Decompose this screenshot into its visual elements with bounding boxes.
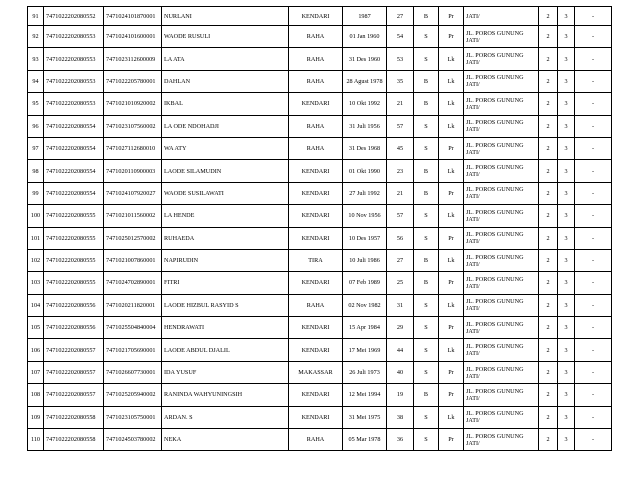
marital-status: S xyxy=(414,115,439,137)
gender: Pr xyxy=(439,227,464,249)
id-number: 7471025504840004 xyxy=(104,317,162,339)
id-number: 7471025205940002 xyxy=(104,384,162,406)
gender: Pr xyxy=(439,7,464,26)
birth-place: KENDARI xyxy=(289,160,343,182)
id-number: 7471020110900003 xyxy=(104,160,162,182)
rw-number: 3 xyxy=(558,93,575,115)
birth-date: 12 Mei 1994 xyxy=(343,384,387,406)
row-number: 105 xyxy=(28,317,44,339)
remarks: - xyxy=(575,339,612,361)
address: JL. POROS GUNUNG JATI/ xyxy=(464,93,539,115)
id-number: 7471024101600001 xyxy=(104,26,162,48)
family-card-number: 7471022202080554 xyxy=(44,182,104,204)
address: JL. POROS GUNUNG JATI/ xyxy=(464,26,539,48)
marital-status: S xyxy=(414,339,439,361)
address: JL. POROS GUNUNG JATI/ xyxy=(464,429,539,451)
person-name: DAHLAN xyxy=(162,70,289,92)
age: 45 xyxy=(387,137,414,159)
birth-date: 17 Mei 1969 xyxy=(343,339,387,361)
table-row xyxy=(28,48,612,70)
family-card-number: 7471022202080553 xyxy=(44,93,104,115)
rt-number: 2 xyxy=(539,70,558,92)
remarks: - xyxy=(575,137,612,159)
rw-number: 3 xyxy=(558,205,575,227)
table-row xyxy=(28,115,612,137)
gender: Lk xyxy=(439,160,464,182)
id-number: 7471024107920027 xyxy=(104,182,162,204)
birth-place: MAKASSAR xyxy=(289,361,343,383)
remarks: - xyxy=(575,249,612,271)
address: JL. POROS GUNUNG JATI/ xyxy=(464,48,539,70)
row-number: 101 xyxy=(28,227,44,249)
marital-status: B xyxy=(414,93,439,115)
address: JL. POROS GUNUNG JATI/ xyxy=(464,384,539,406)
marital-status: S xyxy=(414,205,439,227)
rw-number: 3 xyxy=(558,26,575,48)
rt-number: 2 xyxy=(539,361,558,383)
family-card-number: 7471022202080557 xyxy=(44,384,104,406)
rt-number: 2 xyxy=(539,93,558,115)
id-number: 7471024101870001 xyxy=(104,7,162,26)
person-name: ARDAN. S xyxy=(162,406,289,428)
birth-date: 05 Mar 1978 xyxy=(343,429,387,451)
gender: Lk xyxy=(439,70,464,92)
address: JL. POROS GUNUNG JATI/ xyxy=(464,115,539,137)
rt-number: 2 xyxy=(539,137,558,159)
remarks: - xyxy=(575,406,612,428)
family-card-number: 7471022202080555 xyxy=(44,205,104,227)
birth-place: KENDARI xyxy=(289,317,343,339)
table-row xyxy=(28,205,612,227)
remarks: - xyxy=(575,205,612,227)
marital-status: S xyxy=(414,227,439,249)
birth-place: RAHA xyxy=(289,294,343,316)
person-name: WAODE RUSULI xyxy=(162,26,289,48)
birth-date: 26 Juli 1973 xyxy=(343,361,387,383)
remarks: - xyxy=(575,317,612,339)
voter-table xyxy=(27,6,612,451)
age: 38 xyxy=(387,406,414,428)
rt-number: 2 xyxy=(539,294,558,316)
address: JL. POROS GUNUNG JATI/ xyxy=(464,294,539,316)
gender: Lk xyxy=(439,339,464,361)
rt-number: 2 xyxy=(539,182,558,204)
remarks: - xyxy=(575,70,612,92)
birth-place: KENDARI xyxy=(289,339,343,361)
person-name: RANINDA WAHYUNINGSIH xyxy=(162,384,289,406)
birth-date: 01 Okt 1990 xyxy=(343,160,387,182)
remarks: - xyxy=(575,48,612,70)
age: 35 xyxy=(387,70,414,92)
rw-number: 3 xyxy=(558,249,575,271)
birth-date: 31 Des 1968 xyxy=(343,137,387,159)
person-name: IDA YUSUF xyxy=(162,361,289,383)
rt-number: 2 xyxy=(539,26,558,48)
row-number: 110 xyxy=(28,429,44,451)
remarks: - xyxy=(575,7,612,26)
table-row xyxy=(28,160,612,182)
birth-date: 02 Nov 1982 xyxy=(343,294,387,316)
family-card-number: 7471022202080557 xyxy=(44,339,104,361)
family-card-number: 7471022202080553 xyxy=(44,26,104,48)
age: 57 xyxy=(387,115,414,137)
row-number: 107 xyxy=(28,361,44,383)
marital-status: B xyxy=(414,272,439,294)
address: JL. POROS GUNUNG JATI/ xyxy=(464,249,539,271)
rw-number: 3 xyxy=(558,137,575,159)
address: JL. POROS GUNUNG JATI/ xyxy=(464,272,539,294)
rt-number: 2 xyxy=(539,249,558,271)
rw-number: 3 xyxy=(558,339,575,361)
rt-number: 2 xyxy=(539,115,558,137)
row-number: 108 xyxy=(28,384,44,406)
birth-place: KENDARI xyxy=(289,384,343,406)
rw-number: 3 xyxy=(558,182,575,204)
row-number: 102 xyxy=(28,249,44,271)
birth-place: RAHA xyxy=(289,115,343,137)
table-row xyxy=(28,384,612,406)
rw-number: 3 xyxy=(558,384,575,406)
birth-date: 31 Des 1960 xyxy=(343,48,387,70)
age: 57 xyxy=(387,205,414,227)
remarks: - xyxy=(575,26,612,48)
table-row xyxy=(28,93,612,115)
family-card-number: 7471022202080552 xyxy=(44,7,104,26)
id-number: 7471021011560002 xyxy=(104,205,162,227)
family-card-number: 7471022202080558 xyxy=(44,429,104,451)
id-number: 7471026607730001 xyxy=(104,361,162,383)
rw-number: 3 xyxy=(558,406,575,428)
gender: Pr xyxy=(439,429,464,451)
person-name: LAODE ABDUL DJALIL xyxy=(162,339,289,361)
age: 19 xyxy=(387,384,414,406)
rt-number: 2 xyxy=(539,227,558,249)
id-number: 7471023105750001 xyxy=(104,406,162,428)
gender: Lk xyxy=(439,249,464,271)
birth-date: 01 Jan 1960 xyxy=(343,26,387,48)
birth-place: KENDARI xyxy=(289,7,343,26)
birth-place: RAHA xyxy=(289,70,343,92)
rt-number: 2 xyxy=(539,160,558,182)
age: 56 xyxy=(387,227,414,249)
gender: Lk xyxy=(439,406,464,428)
person-name: NURLANI xyxy=(162,7,289,26)
marital-status: B xyxy=(414,160,439,182)
age: 44 xyxy=(387,339,414,361)
birth-place: RAHA xyxy=(289,26,343,48)
table-row xyxy=(28,429,612,451)
person-name: NAPIRUDIN xyxy=(162,249,289,271)
voter-list-sheet xyxy=(27,6,611,451)
gender: Pr xyxy=(439,361,464,383)
address: JL. POROS GUNUNG JATI/ xyxy=(464,361,539,383)
family-card-number: 7471022202080555 xyxy=(44,272,104,294)
person-name: RUHAEDA xyxy=(162,227,289,249)
table-body xyxy=(28,7,612,451)
remarks: - xyxy=(575,384,612,406)
birth-date: 28 Agust 1978 xyxy=(343,70,387,92)
marital-status: S xyxy=(414,361,439,383)
id-number: 7471022205780001 xyxy=(104,70,162,92)
row-number: 100 xyxy=(28,205,44,227)
person-name: LAODE HIZBUL RASYID S xyxy=(162,294,289,316)
table-row xyxy=(28,249,612,271)
rw-number: 3 xyxy=(558,160,575,182)
rt-number: 2 xyxy=(539,48,558,70)
remarks: - xyxy=(575,93,612,115)
marital-status: B xyxy=(414,70,439,92)
address: JL. POROS GUNUNG JATI/ xyxy=(464,137,539,159)
id-number: 7471023112600009 xyxy=(104,48,162,70)
rt-number: 2 xyxy=(539,317,558,339)
gender: Pr xyxy=(439,137,464,159)
age: 54 xyxy=(387,26,414,48)
person-name: NEKA xyxy=(162,429,289,451)
remarks: - xyxy=(575,182,612,204)
row-number: 104 xyxy=(28,294,44,316)
row-number: 94 xyxy=(28,70,44,92)
gender: Pr xyxy=(439,384,464,406)
id-number: 7471023107560002 xyxy=(104,115,162,137)
row-number: 103 xyxy=(28,272,44,294)
row-number: 97 xyxy=(28,137,44,159)
family-card-number: 7471022202080554 xyxy=(44,137,104,159)
table-row xyxy=(28,227,612,249)
family-card-number: 7471022202080553 xyxy=(44,70,104,92)
family-card-number: 7471022202080554 xyxy=(44,115,104,137)
birth-place: KENDARI xyxy=(289,272,343,294)
birth-place: KENDARI xyxy=(289,205,343,227)
marital-status: B xyxy=(414,7,439,26)
birth-date: 15 Apr 1984 xyxy=(343,317,387,339)
row-number: 93 xyxy=(28,48,44,70)
rt-number: 2 xyxy=(539,406,558,428)
remarks: - xyxy=(575,294,612,316)
birth-place: TIRA xyxy=(289,249,343,271)
rw-number: 3 xyxy=(558,48,575,70)
family-card-number: 7471022202080558 xyxy=(44,406,104,428)
table-row xyxy=(28,317,612,339)
birth-place: KENDARI xyxy=(289,227,343,249)
birth-date: 1987 xyxy=(343,7,387,26)
marital-status: B xyxy=(414,384,439,406)
rt-number: 2 xyxy=(539,384,558,406)
table-row xyxy=(28,272,612,294)
family-card-number: 7471022202080557 xyxy=(44,361,104,383)
birth-date: 10 Des 1957 xyxy=(343,227,387,249)
address: JL. POROS GUNUNG JATI/ xyxy=(464,317,539,339)
address: JL. POROS GUNUNG JATI/ xyxy=(464,160,539,182)
marital-status: S xyxy=(414,26,439,48)
row-number: 91 xyxy=(28,7,44,26)
birth-place: RAHA xyxy=(289,429,343,451)
table-row xyxy=(28,70,612,92)
row-number: 96 xyxy=(28,115,44,137)
remarks: - xyxy=(575,361,612,383)
person-name: IKBAL xyxy=(162,93,289,115)
id-number: 7471021705690001 xyxy=(104,339,162,361)
table-row xyxy=(28,7,612,26)
marital-status: B xyxy=(414,182,439,204)
age: 27 xyxy=(387,7,414,26)
table-row xyxy=(28,182,612,204)
family-card-number: 7471022202080554 xyxy=(44,160,104,182)
family-card-number: 7471022202080555 xyxy=(44,249,104,271)
age: 23 xyxy=(387,160,414,182)
marital-status: S xyxy=(414,317,439,339)
id-number: 7471021007860001 xyxy=(104,249,162,271)
rw-number: 3 xyxy=(558,227,575,249)
person-name: LA ATA xyxy=(162,48,289,70)
id-number: 7471021010920002 xyxy=(104,93,162,115)
birth-place: RAHA xyxy=(289,48,343,70)
address: JL. POROS GUNUNG JATI/ xyxy=(464,406,539,428)
gender: Lk xyxy=(439,93,464,115)
birth-date: 31 Mei 1975 xyxy=(343,406,387,428)
table-row xyxy=(28,406,612,428)
rw-number: 3 xyxy=(558,115,575,137)
address: JATI/ xyxy=(464,7,539,26)
id-number: 7471024702890001 xyxy=(104,272,162,294)
family-card-number: 7471022202080556 xyxy=(44,294,104,316)
gender: Lk xyxy=(439,48,464,70)
table-row xyxy=(28,361,612,383)
gender: Pr xyxy=(439,317,464,339)
address: JL. POROS GUNUNG JATI/ xyxy=(464,70,539,92)
birth-place: KENDARI xyxy=(289,182,343,204)
age: 21 xyxy=(387,182,414,204)
gender: Pr xyxy=(439,272,464,294)
rt-number: 2 xyxy=(539,205,558,227)
age: 29 xyxy=(387,317,414,339)
person-name: WAODE SUSILAWATI xyxy=(162,182,289,204)
age: 53 xyxy=(387,48,414,70)
table-row xyxy=(28,294,612,316)
age: 25 xyxy=(387,272,414,294)
row-number: 109 xyxy=(28,406,44,428)
person-name: WA ATY xyxy=(162,137,289,159)
marital-status: S xyxy=(414,48,439,70)
birth-place: RAHA xyxy=(289,137,343,159)
rw-number: 3 xyxy=(558,7,575,26)
table-row xyxy=(28,137,612,159)
age: 31 xyxy=(387,294,414,316)
gender: Lk xyxy=(439,115,464,137)
family-card-number: 7471022202080553 xyxy=(44,48,104,70)
age: 40 xyxy=(387,361,414,383)
gender: Lk xyxy=(439,205,464,227)
rt-number: 2 xyxy=(539,339,558,361)
rw-number: 3 xyxy=(558,70,575,92)
address: JL. POROS GUNUNG JATI/ xyxy=(464,182,539,204)
marital-status: S xyxy=(414,137,439,159)
person-name: LA HENDE xyxy=(162,205,289,227)
row-number: 95 xyxy=(28,93,44,115)
person-name: LA ODE NDOHADJI xyxy=(162,115,289,137)
remarks: - xyxy=(575,227,612,249)
rw-number: 3 xyxy=(558,317,575,339)
id-number: 7471024503780002 xyxy=(104,429,162,451)
marital-status: S xyxy=(414,406,439,428)
rw-number: 3 xyxy=(558,361,575,383)
remarks: - xyxy=(575,429,612,451)
row-number: 92 xyxy=(28,26,44,48)
remarks: - xyxy=(575,115,612,137)
rt-number: 2 xyxy=(539,429,558,451)
marital-status: S xyxy=(414,294,439,316)
age: 21 xyxy=(387,93,414,115)
remarks: - xyxy=(575,272,612,294)
address: JL. POROS GUNUNG JATI/ xyxy=(464,339,539,361)
person-name: LAODE SILAMUDIN xyxy=(162,160,289,182)
rt-number: 2 xyxy=(539,7,558,26)
id-number: 7471025012570002 xyxy=(104,227,162,249)
birth-place: KENDARI xyxy=(289,406,343,428)
id-number: 7471020211820001 xyxy=(104,294,162,316)
family-card-number: 7471022202080555 xyxy=(44,227,104,249)
birth-date: 10 Nov 1956 xyxy=(343,205,387,227)
birth-date: 31 Juli 1956 xyxy=(343,115,387,137)
table-row xyxy=(28,339,612,361)
age: 27 xyxy=(387,249,414,271)
gender: Pr xyxy=(439,26,464,48)
rw-number: 3 xyxy=(558,272,575,294)
birth-place: KENDARI xyxy=(289,93,343,115)
table-row xyxy=(28,26,612,48)
id-number: 7471027112680010 xyxy=(104,137,162,159)
marital-status: B xyxy=(414,249,439,271)
marital-status: S xyxy=(414,429,439,451)
row-number: 106 xyxy=(28,339,44,361)
gender: Pr xyxy=(439,182,464,204)
person-name: FITRI xyxy=(162,272,289,294)
birth-date: 10 Juli 1986 xyxy=(343,249,387,271)
birth-date: 10 Okt 1992 xyxy=(343,93,387,115)
birth-date: 27 Juli 1992 xyxy=(343,182,387,204)
rt-number: 2 xyxy=(539,272,558,294)
address: JL. POROS GUNUNG JATI/ xyxy=(464,205,539,227)
address: JL. POROS GUNUNG JATI/ xyxy=(464,227,539,249)
gender: Lk xyxy=(439,294,464,316)
birth-date: 07 Feb 1989 xyxy=(343,272,387,294)
rw-number: 3 xyxy=(558,294,575,316)
age: 36 xyxy=(387,429,414,451)
family-card-number: 7471022202080556 xyxy=(44,317,104,339)
person-name: HENDRAWATI xyxy=(162,317,289,339)
row-number: 99 xyxy=(28,182,44,204)
rw-number: 3 xyxy=(558,429,575,451)
row-number: 98 xyxy=(28,160,44,182)
remarks: - xyxy=(575,160,612,182)
